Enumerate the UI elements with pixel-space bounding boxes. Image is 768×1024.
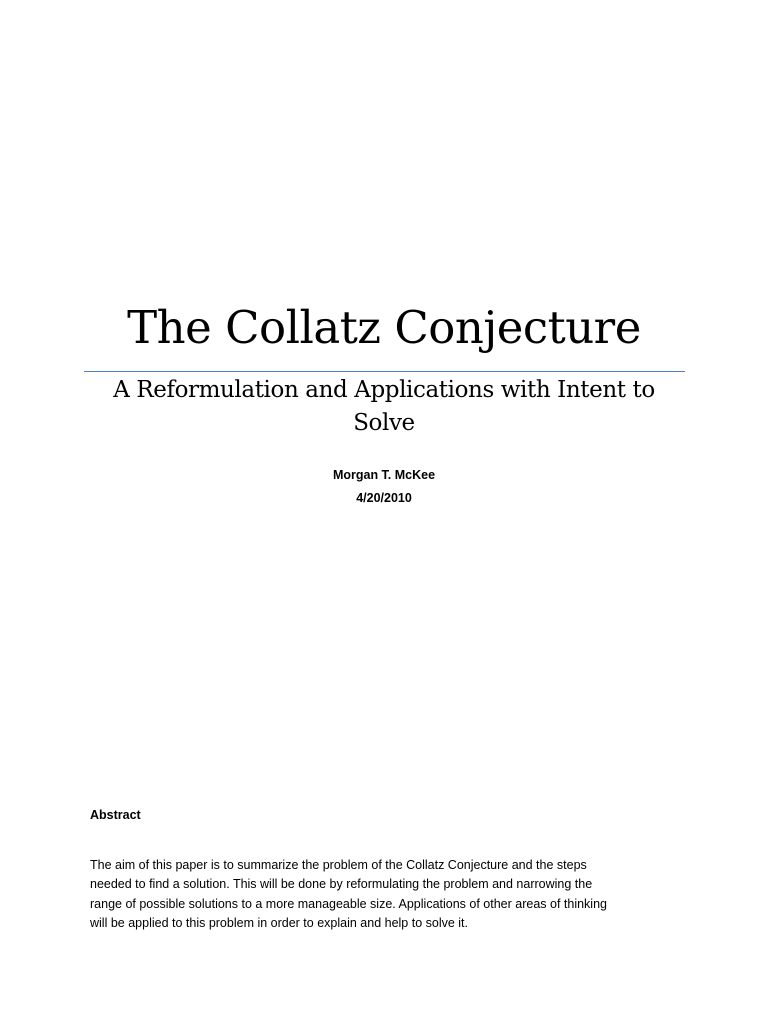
- document-subtitle: [84, 374, 684, 440]
- abstract-line: The aim of this paper is to summarize the problem of the Collatz Conjecture and the steps: [90, 858, 587, 872]
- subtitle-line-1: A Reformulation and Applications with Intent to: [113, 377, 655, 403]
- abstract-body: [90, 856, 680, 933]
- title-divider: [84, 371, 685, 372]
- document-title: The Collatz Conjecture: [127, 301, 641, 354]
- abstract-line: will be applied to this problem in order to explain and help to solve it.: [90, 915, 468, 930]
- author-name: Morgan T. McKee: [332, 468, 436, 482]
- abstract-line: needed to find a solution. This will be done by reformulating the problem and narrowing the: [90, 877, 593, 892]
- abstract-heading: Abstract: [90, 808, 141, 822]
- subtitle-line-2: Solve: [353, 410, 415, 436]
- document-date: 4/20/2010: [356, 491, 412, 505]
- abstract-line: range of possible solutions to a more manageable size. Applications of other areas of thinking: [90, 896, 607, 911]
